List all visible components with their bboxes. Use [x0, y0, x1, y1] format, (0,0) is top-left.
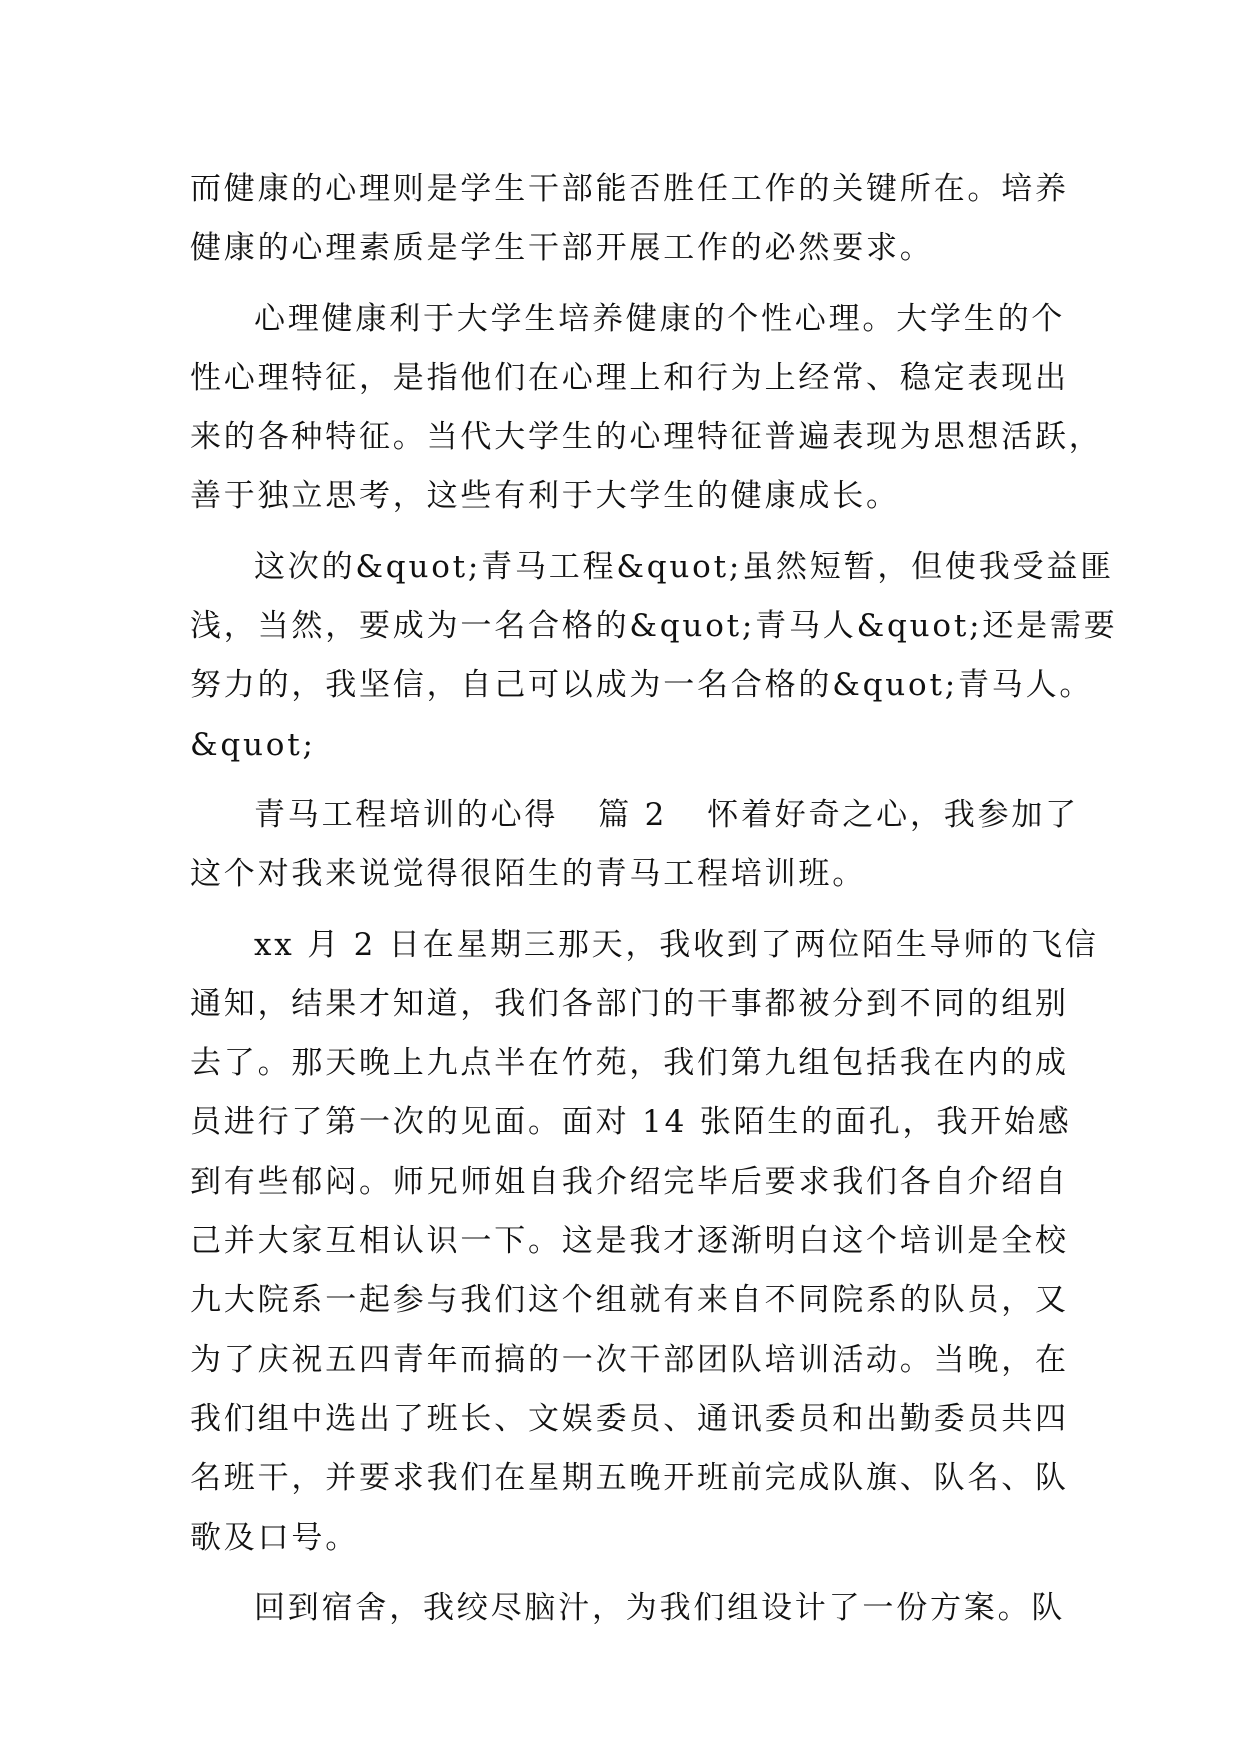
text-line: 为了庆祝五四青年而搞的一次干部团队培训活动。当晚，在	[190, 1341, 1069, 1378]
text-line: &quot;	[190, 726, 316, 763]
text-line: 到有些郁闷。师兄师姐自我介绍完毕后要求我们各自介绍自	[190, 1163, 1069, 1200]
document-body	[190, 160, 1118, 1638]
text-line: 心理健康利于大学生培养健康的个性心理。大学生的个	[254, 300, 1066, 337]
text-line: xx 月 2 日在星期三那天，我收到了两位陌生导师的飞信	[254, 926, 1099, 963]
text-line: 性心理特征，是指他们在心理上和行为上经常、稳定表现出	[190, 359, 1069, 396]
paragraph-2	[190, 290, 1103, 527]
text-line: 努力的，我坚信，自己可以成为一名合格的&quot;青马人。	[190, 667, 1094, 704]
article-heading: 青马工程培训的心得	[254, 796, 559, 833]
text-line: 这次的&quot;青马工程&quot;虽然短暂，但使我受益匪	[254, 548, 1114, 585]
text-line: 来的各种特征。当代大学生的心理特征普遍表现为思想活跃，	[190, 419, 1103, 456]
text-line: 这个对我来说觉得很陌生的青马工程培训班。	[190, 856, 866, 893]
paragraph-gap	[190, 775, 1052, 786]
paragraph-4	[190, 786, 1079, 905]
paragraph-6	[190, 1579, 1066, 1638]
paragraph-gap	[190, 905, 1052, 916]
text-line: 回到宿舍，我绞尽脑汁，为我们组设计了一份方案。队	[254, 1589, 1066, 1626]
paragraph-gap	[190, 1568, 1052, 1579]
text-line: 九大院系一起参与我们这个组就有来自不同院系的队员，又	[190, 1282, 1069, 1319]
text-line: 通知，结果才知道，我们各部门的干事都被分到不同的组别	[190, 985, 1069, 1022]
text-line: 名班干，并要求我们在星期五晚开班前完成队旗、队名、队	[190, 1460, 1069, 1497]
paragraph-3	[190, 538, 1118, 775]
text-line: 浅，当然，要成为一名合格的&quot;青马人&quot;还是需要	[190, 608, 1118, 645]
text-line: 善于独立思考，这些有利于大学生的健康成长。	[190, 478, 900, 515]
text-line: 员进行了第一次的见面。面对 14 张陌生的面孔，我开始感	[190, 1104, 1072, 1141]
text-line: 我们组中选出了班长、文娱委员、通讯委员和出勤委员共四	[190, 1400, 1069, 1437]
heading-line	[190, 786, 1079, 845]
paragraph-gap	[190, 527, 1052, 538]
paragraph-gap	[190, 279, 1052, 290]
text-line: 去了。那天晚上九点半在竹苑，我们第九组包括我在内的成	[190, 1045, 1069, 1082]
text-line: 己并大家互相认识一下。这是我才逐渐明白这个培训是全校	[190, 1223, 1069, 1260]
paragraph-1	[190, 160, 1069, 279]
text-line: 而健康的心理则是学生干部能否胜任工作的关键所在。培养	[190, 171, 1069, 207]
text-line: 健康的心理素质是学生干部开展工作的必然要求。	[190, 230, 934, 267]
text-line-continuation: 怀着好奇之心，我参加了	[707, 796, 1079, 833]
section-label: 篇 2	[598, 796, 668, 833]
paragraph-5	[190, 916, 1099, 1568]
text-line: 歌及口号。	[190, 1519, 359, 1556]
